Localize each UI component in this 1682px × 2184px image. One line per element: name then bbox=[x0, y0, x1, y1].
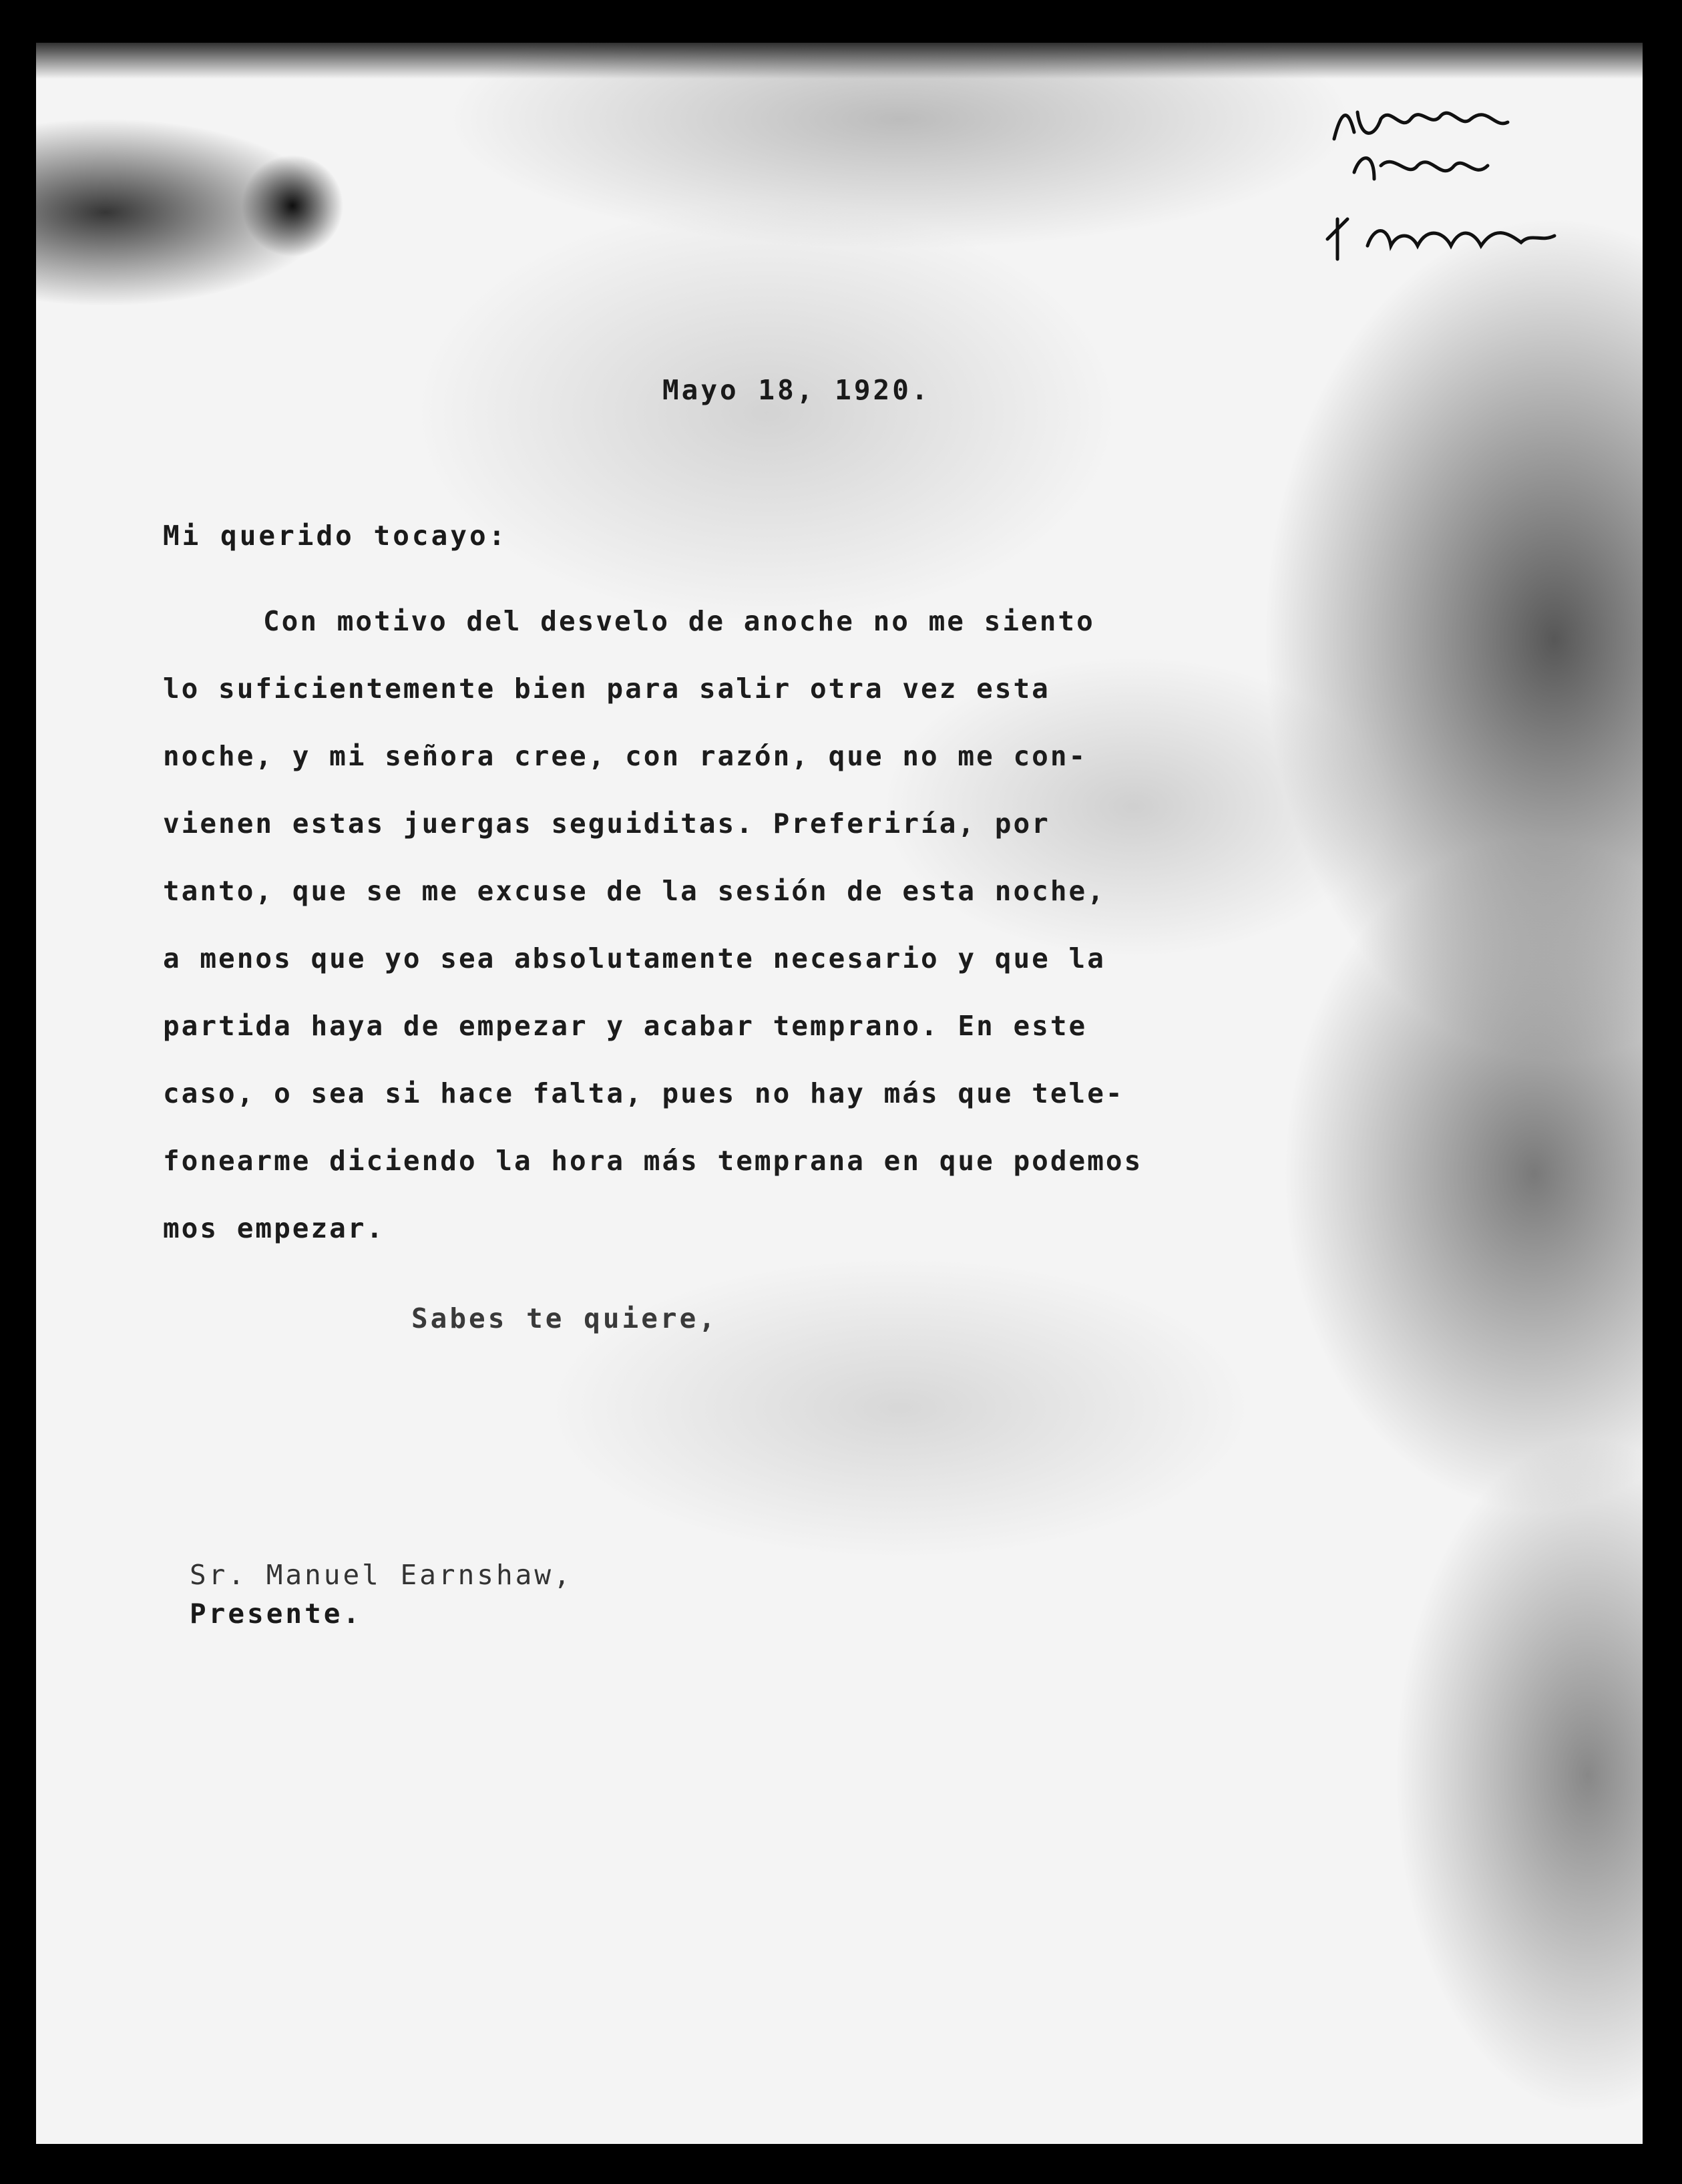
addressee-name: Sr. Manuel Earnshaw, bbox=[190, 1559, 573, 1591]
body-line: Con motivo del desvelo de anoche no me siento bbox=[263, 605, 1095, 637]
body-line: noche, y mi señora cree, con razón, que no me con- bbox=[163, 740, 1088, 772]
body-line: lo suficientemente bien para salir otra vez esta bbox=[163, 673, 1050, 705]
letter-closing: Sabes te quiere, bbox=[411, 1302, 718, 1334]
handwriting-scribble-icon bbox=[1274, 65, 1647, 306]
handwritten-annotation bbox=[1274, 65, 1647, 306]
body-line: caso, o sea si hace falta, pues no hay más que tele- bbox=[163, 1077, 1124, 1109]
body-line: partida haya de empezar y acabar temprano. En este bbox=[163, 1010, 1088, 1042]
letter-date: Mayo 18, 1920. bbox=[662, 374, 931, 406]
body-line: mos empezar. bbox=[163, 1212, 385, 1244]
letter-page bbox=[32, 39, 1647, 2148]
body-line: vienen estas juergas seguiditas. Preferiría, por bbox=[163, 807, 1050, 840]
body-line: a menos que yo sea absolutamente necesario y que la bbox=[163, 942, 1106, 974]
letter-body bbox=[163, 588, 1265, 1262]
addressee-line-2: Presente. bbox=[190, 1598, 363, 1630]
body-line: fonearme diciendo la hora más temprana en que podemos bbox=[163, 1145, 1143, 1177]
body-line: tanto, que se me excuse de la sesión de esta noche, bbox=[163, 875, 1106, 907]
letter-salutation: Mi querido tocayo: bbox=[163, 520, 508, 552]
